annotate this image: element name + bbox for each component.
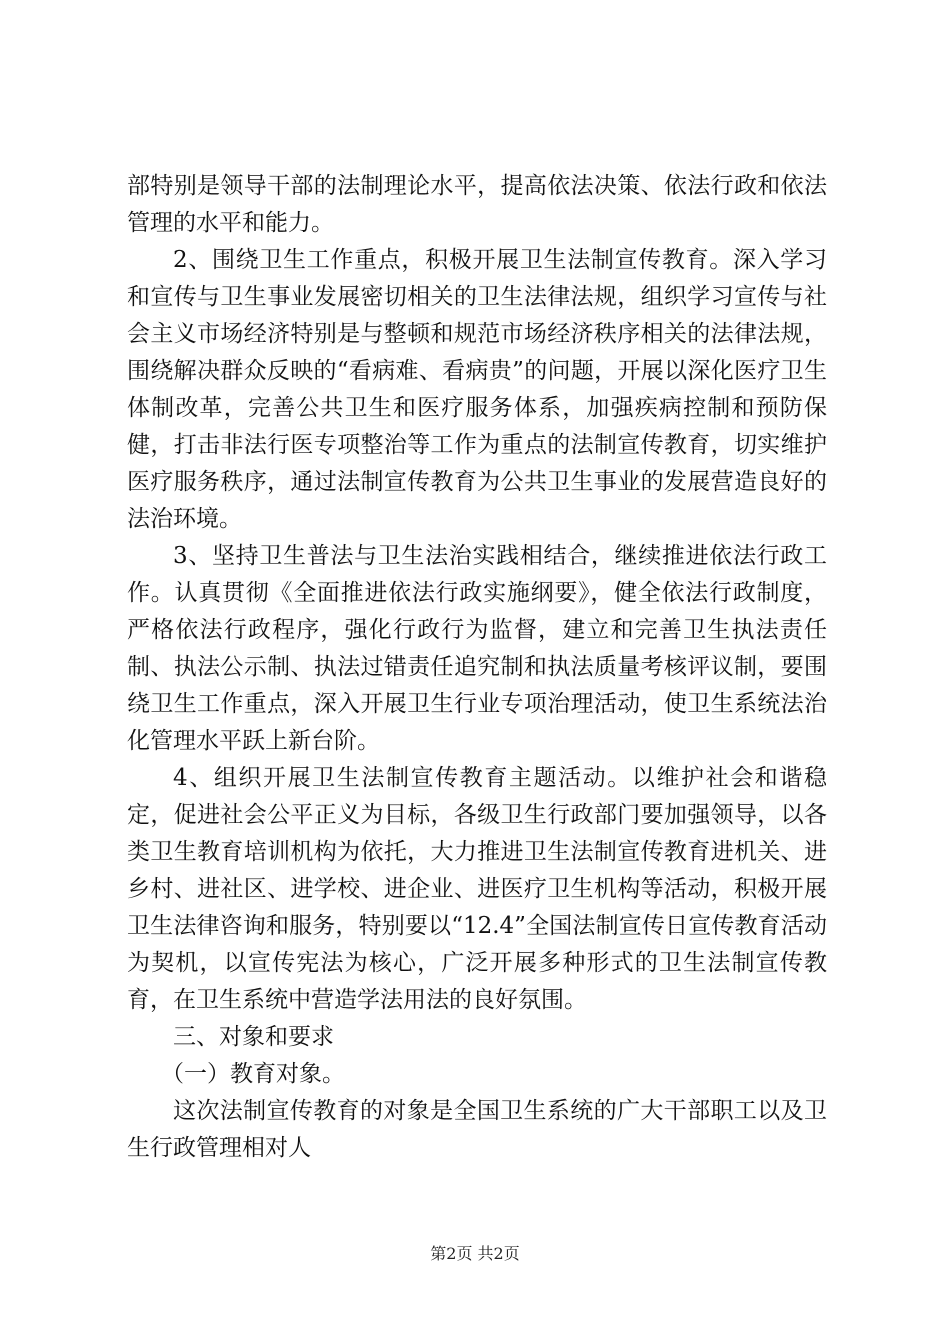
subsection-heading: （一）教育对象。 [161, 1061, 345, 1087]
document-body [127, 168, 827, 1167]
paragraph-3: 3、坚持卫生普法与卫生法治实践相结合，继续推进依法行政工作。认真贯彻《全面推进依法行政实施纲要》，健全依法行政制度，严格依法行政程序，强化行政行为监督，建立和完善卫生执法责任制、执法公示制、执法过错责任追究制和执法质量考核评议制，要围绕卫生工作重点，深入开展卫生行业专项治理活动，使卫生系统法治化管理水平跃上新台阶。 [127, 543, 827, 754]
paragraph-5: 这次法制宣传教育的对象是全国卫生系统的广大干部职工以及卫生行政管理相对人 [127, 1098, 827, 1161]
page-footer: 第2页 共2页 [430, 1244, 520, 1263]
section-heading: 三、对象和要求 [173, 1024, 334, 1050]
paragraph-1: 部特别是领导干部的法制理论水平，提高依法决策、依法行政和依法管理的水平和能力。 [127, 173, 827, 236]
paragraph-2: 2、围绕卫生工作重点，积极开展卫生法制宣传教育。深入学习和宣传与卫生事业发展密切相关的卫生法律法规，组织学习宣传与社会主义市场经济特别是与整顿和规范市场经济秩序相关的法律法规，围绕解决群众反映的“看病难、看病贵”的问题，开展以深化医疗卫生体制改革，完善公共卫生和医疗服务体系，加强疾病控制和预防保健，打击非法行医专项整治等工作为重点的法制宣传教育，切实维护医疗服务秩序，通过法制宣传教育为公共卫生事业的发展营造良好的法治环境。 [127, 247, 827, 532]
paragraph-4: 4、组织开展卫生法制宣传教育主题活动。以维护社会和谐稳定，促进社会公平正义为目标，各级卫生行政部门要加强领导，以各类卫生教育培训机构为依托，大力推进卫生法制宣传教育进机关、进乡村、进社区、进学校、进企业、进医疗卫生机构等活动，积极开展卫生法律咨询和服务，特别要以“12.4”全国法制宣传日宣传教育活动为契机，以宣传宪法为核心，广泛开展多种形式的卫生法制宣传教育，在卫生系统中营造学法用法的良好氛围。 [127, 765, 827, 1013]
